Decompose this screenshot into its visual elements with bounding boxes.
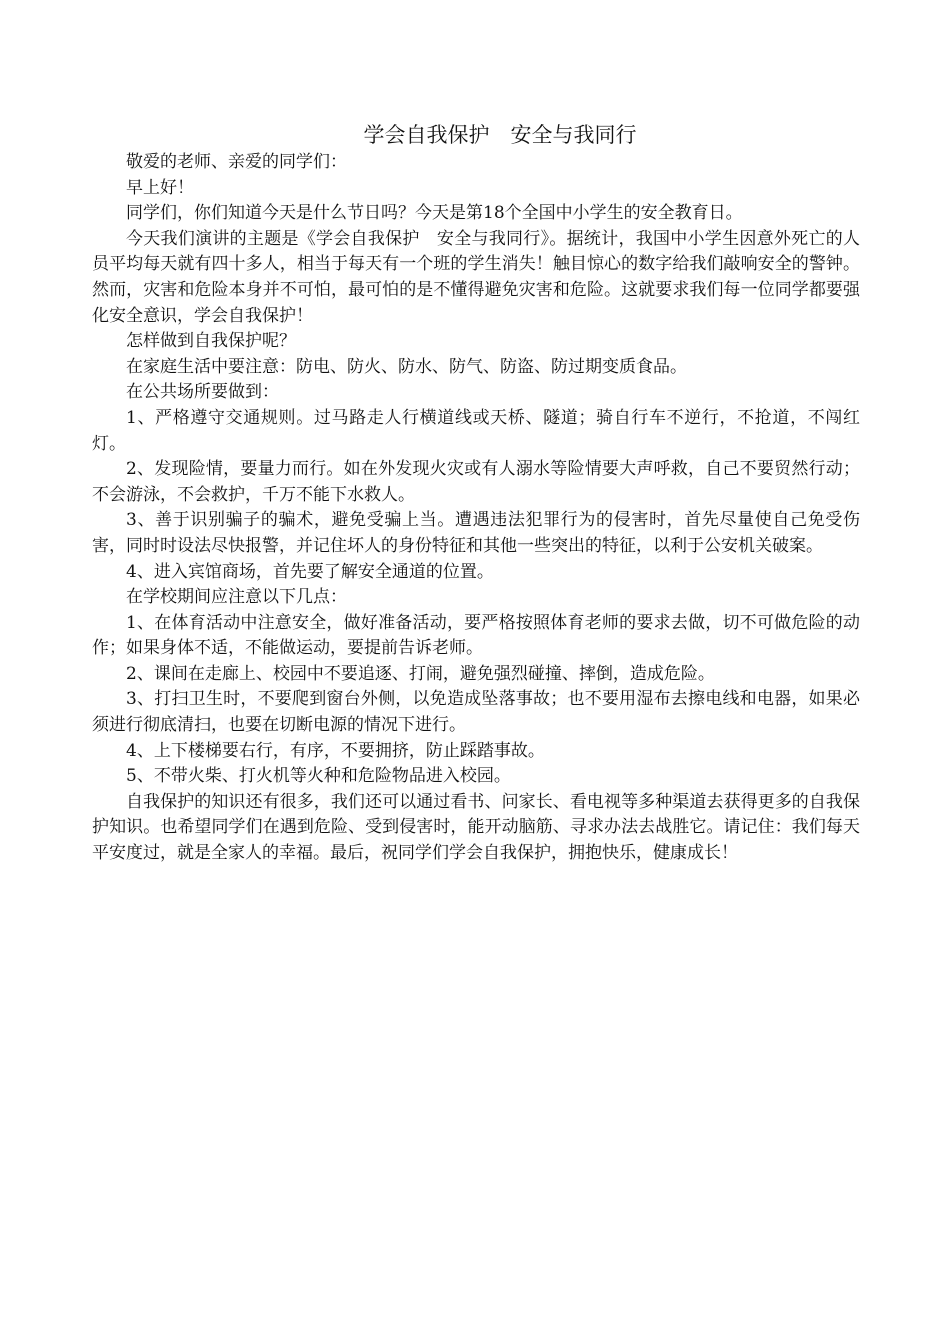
paragraph-home: 在家庭生活中要注意：防电、防火、防水、防气、防盗、防过期变质食品。	[126, 356, 687, 377]
public-item-2: 2、发现险情，要量力而行。如在外发现火灾或有人溺水等险情要大声呼救，自己不要贸然行动；不会游泳，不会救护，千万不能下水救人。	[92, 459, 860, 505]
salutation: 敬爱的老师、亲爱的同学们：	[126, 152, 347, 172]
greeting: 早上好！	[126, 177, 194, 198]
public-item-4: 4、进入宾馆商场，首先要了解安全通道的位置。	[126, 561, 494, 582]
document-body	[92, 120, 860, 867]
school-item-4: 4、上下楼梯要右行，有序，不要拥挤，防止踩踏事故。	[126, 740, 545, 761]
paragraph-question: 怎样做到自我保护呢？	[126, 331, 296, 352]
school-item-2: 2、课间在走廊上、校园中不要追逐、打闹，避免强烈碰撞、摔倒，造成危险。	[126, 663, 715, 684]
school-item-1: 1、在体育活动中注意安全，做好准备活动，要严格按照体育老师的要求去做，切不可做危险的动作；如果身体不适，不能做运动，要提前告诉老师。	[92, 612, 860, 659]
page-title: 学会自我保护 安全与我同行	[363, 123, 637, 147]
paragraph-closing: 自我保护的知识还有很多，我们还可以通过看书、问家长、看电视等多种渠道去获得更多的自我保护知识。也希望同学们在遇到危险、受到侵害时，能开动脑筋、寻求办法去战胜它。请记住：我们每天平安度过，就是全家人的幸福。最后，祝同学们学会自我保护，拥抱快乐，健康成长！	[92, 791, 860, 864]
paragraph-intro: 同学们，你们知道今天是什么节日吗？今天是第18个全国中小学生的安全教育日。	[126, 203, 743, 224]
school-item-3: 3、打扫卫生时，不要爬到窗台外侧，以免造成坠落事故；也不要用湿布去擦电线和电器，如果必须进行彻底清扫，也要在切断电源的情况下进行。	[92, 689, 860, 736]
paragraph-school-heading: 在学校期间应注意以下几点：	[126, 587, 347, 608]
paragraph-theme: 今天我们演讲的主题是《学会自我保护 安全与我同行》。据统计，我国中小学生因意外死亡的人员平均每天就有四十多人，相当于每天有一个班的学生消失！触目惊心的数字给我们敲响安全的警钟。然而，灾害和危险本身并不可怕，最可怕的是不懂得避免灾害和危险。这就要求我们每一位同学都要强化安全意识，学会自我保护！	[92, 228, 860, 326]
public-item-1: 1、严格遵守交通规则。过马路走人行横道线或天桥、隧道；骑自行车不逆行，不抢道，不闯红灯。	[92, 407, 860, 454]
school-item-5: 5、不带火柴、打火机等火种和危险物品进入校园。	[126, 766, 511, 787]
public-item-3: 3、善于识别骗子的骗术，避免受骗上当。遭遇违法犯罪行为的侵害时，首先尽量使自己免受伤害，同时时设法尽快报警，并记住坏人的身份特征和其他一些突出的特征，以利于公安机关破案。	[92, 510, 860, 556]
paragraph-public-heading: 在公共场所要做到：	[126, 382, 279, 403]
